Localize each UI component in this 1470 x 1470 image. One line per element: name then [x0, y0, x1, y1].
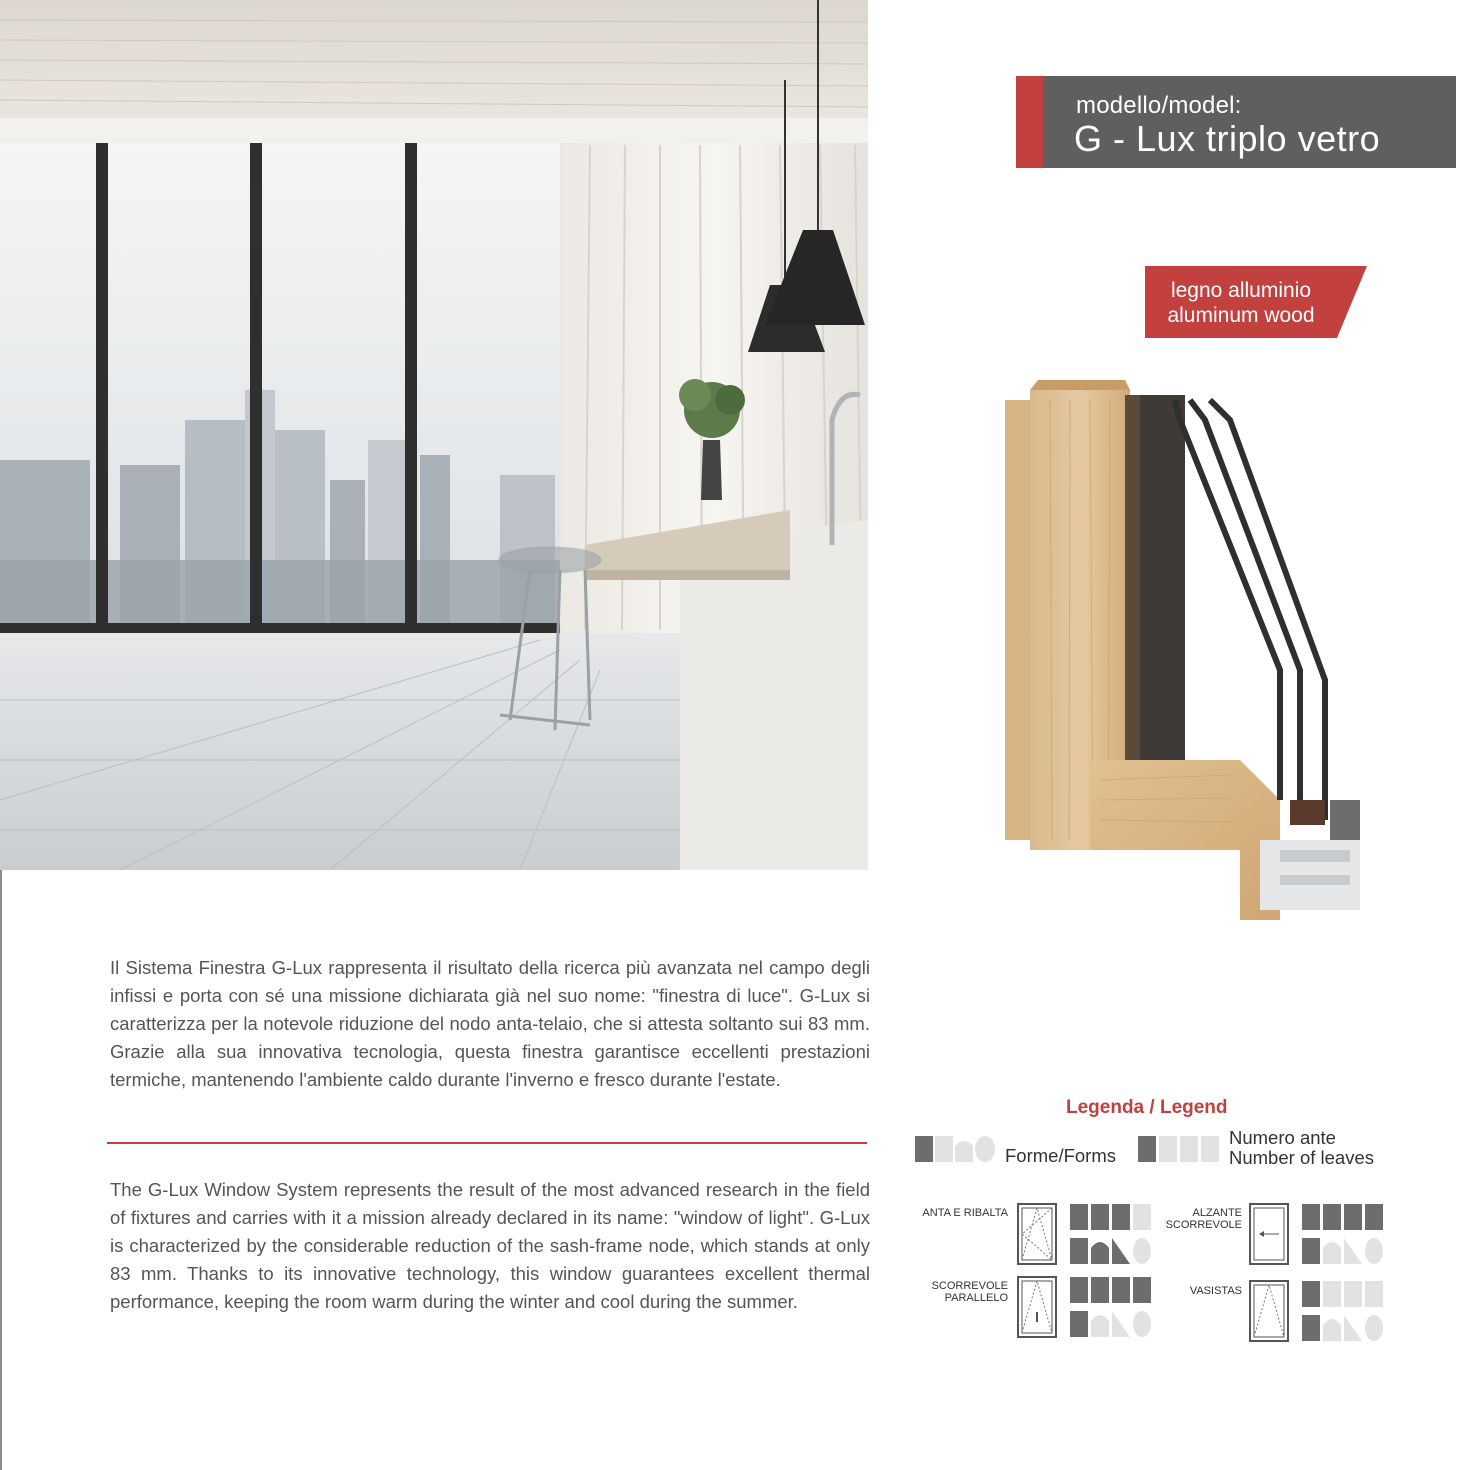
- window-profile-illustration: [990, 380, 1380, 940]
- section-divider: [107, 1142, 867, 1144]
- model-header: [1016, 76, 1456, 168]
- hopper-availability: [1302, 1281, 1384, 1348]
- lift-slide-window-icon: [1249, 1203, 1289, 1263]
- leaves-label-it: Numero ante: [1229, 1127, 1336, 1148]
- tilt-turn-window-icon: [1017, 1203, 1057, 1263]
- type-label-hopper: VASISTAS: [1189, 1285, 1242, 1297]
- model-name: G - Lux triplo vetro: [1074, 118, 1381, 159]
- interior-photo: [0, 0, 868, 870]
- forms-label: Forme/Forms: [1005, 1145, 1116, 1166]
- type-label-lift-slide: ALZANTE SCORREVOLE: [1165, 1207, 1242, 1231]
- model-header-accent: [1016, 76, 1043, 168]
- type-label-parallel-slide: SCORREVOLE PARALLELO: [931, 1280, 1008, 1304]
- leaves-label: [1229, 1128, 1374, 1168]
- page-edge-line: [0, 870, 2, 1470]
- material-italian: legno alluminio: [1170, 279, 1312, 302]
- lift-slide-availability: [1302, 1204, 1384, 1271]
- leaves-swatch: [1138, 1136, 1220, 1169]
- hopper-window-icon: [1249, 1280, 1289, 1340]
- legend-title: Legenda / Legend: [1066, 1097, 1228, 1118]
- material-tag: [1145, 266, 1367, 338]
- description-italian: Il Sistema Finestra G-Lux rappresenta il risultato della ricerca più avanzata nel campo degli infissi e porta con sé una missione dichiarata già nel suo nome: "finestra di luce". G-Lux si caratterizza per la notevole riduzione del nodo anta-telaio, che si attesta soltanto sui 83 mm. Grazie alla sua innovativa tecnologia, questa finestra garantisce eccellenti prestazioni termiche, mantenendo l'ambiente caldo durante l'inverno e fresco durante l'estate.: [110, 957, 870, 1090]
- type-label-tilt-turn: ANTA E RIBALTA: [922, 1207, 1008, 1219]
- model-label: modello/model:: [1076, 92, 1242, 119]
- leaves-label-en: Number of leaves: [1229, 1147, 1374, 1168]
- forms-swatch: [915, 1136, 997, 1169]
- material-english: aluminum wood: [1167, 304, 1315, 327]
- parallel-slide-window-icon: [1017, 1276, 1057, 1336]
- description-english: The G-Lux Window System represents the result of the most advanced research in the field of fixtures and carries with it a mission already declared in its name: "window of light". G-Lux is characterized by the considerable reduction of the sash-frame node, which stands at only 83 mm. Thanks to its innovative technology, this window guarantees excellent thermal performance, keeping the room warm during the winter and cool during the summer.: [110, 1179, 870, 1312]
